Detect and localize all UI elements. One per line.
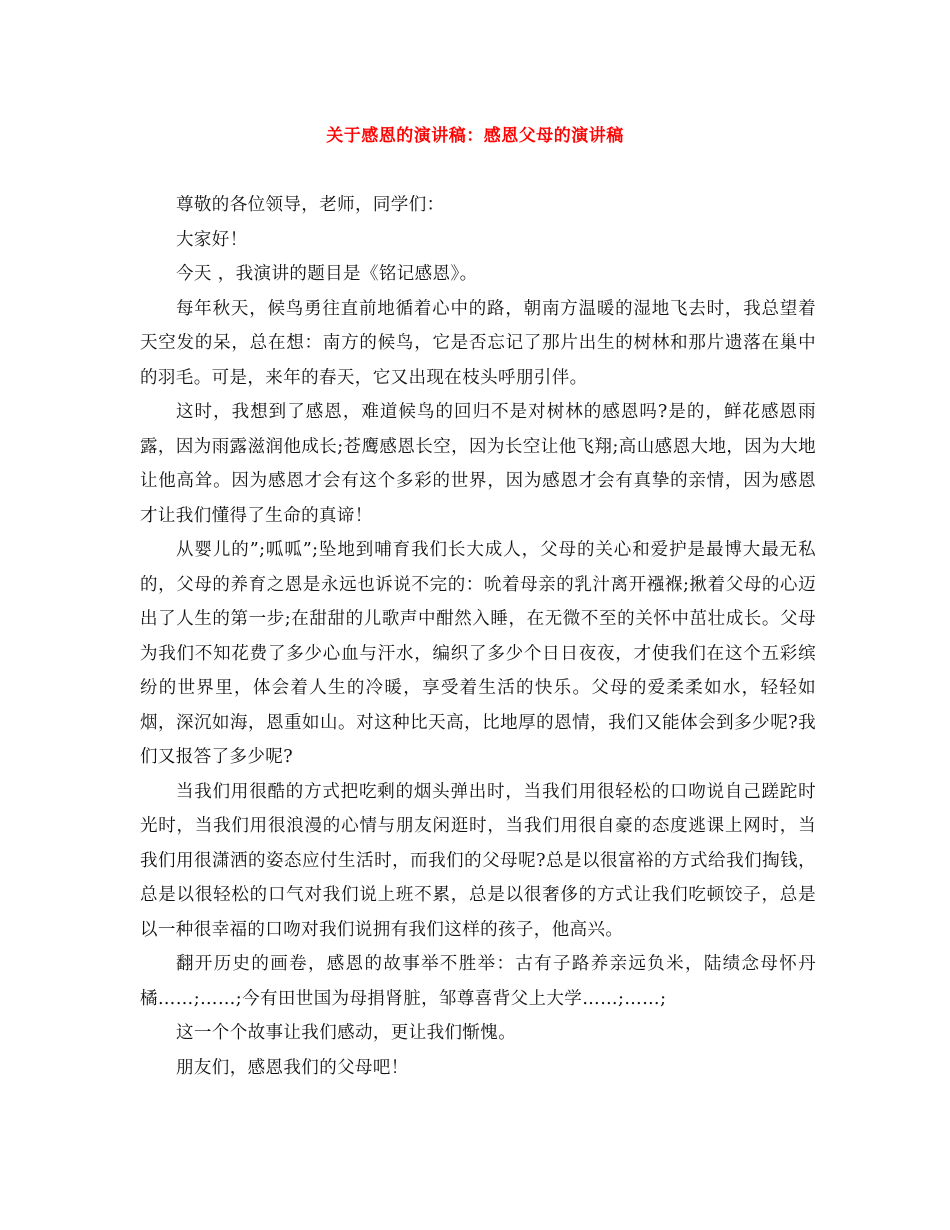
- paragraph-topic: 今天 ，我演讲的题目是《铭记感恩》。: [176, 264, 478, 284]
- document-body: [140, 188, 816, 1085]
- paragraph-greeting: 大家好！: [176, 229, 248, 250]
- paragraph-gratitude: 这时，我想到了感恩，难道候鸟的回归不是对树林的感恩吗?是的，鲜花感恩雨露，因为雨露滋润他成长;苍鹰感恩长空，因为长空让他飞翔;高山感恩大地，因为大地让他高耸。因为感恩才会有这个多彩的世界，因为感恩才会有真挚的亲情，因为感恩才让我们懂得了生命的真谛！: [140, 402, 816, 526]
- document-title: 关于感恩的演讲稿：感恩父母的演讲稿: [326, 126, 624, 146]
- paragraph-moved: 这一个个故事让我们感动，更让我们惭愧。: [176, 1023, 517, 1043]
- paragraph-parents-love: 从婴儿的”;呱呱”;坠地到哺育我们长大成人，父母的关心和爱护是最博大最无私的，父母的养育之恩是永远也诉说不完的：吮着母亲的乳汁离开襁褓;揪着父母的心迈出了人生的第一步;在甜甜的儿歌声中酣然入睡，在无微不至的关怀中茁壮成长。父母为我们不知花费了多少心血与汗水，编织了多少个日日夜夜，才使我们在这个五彩缤纷的世界里，体会着人生的冷暖，享受着生活的快乐。父母的爱柔柔如水，轻轻如烟，深沉如海，恩重如山。对这种比天高，比地厚的恩情，我们又能体会到多少呢?我们又报答了多少呢?: [140, 540, 816, 767]
- paragraph-migratory-birds: 每年秋天，候鸟勇往直前地循着心中的路，朝南方温暖的湿地飞去时，我总望着天空发的呆，总在想：南方的候鸟，它是否忘记了那片出生的树林和那片遗落在巢中的羽毛。可是，来年的春天，它又出现在枝头呼朋引伴。: [140, 298, 816, 388]
- paragraph-history: 翻开历史的画卷，感恩的故事举不胜举：古有子路养亲远负米，陆绩念母怀丹橘……;……;今有田世国为母捐肾脏，邹尊喜背父上大学……;……;: [140, 954, 816, 1009]
- paragraph-salutation: 尊敬的各位领导，老师，同学们：: [176, 195, 445, 215]
- paragraph-closing: 朋友们，感恩我们的父母吧！: [176, 1057, 409, 1078]
- paragraph-our-behavior: 当我们用很酷的方式把吃剩的烟头弹出时，当我们用很轻松的口吻说自己蹉跎时光时，当我们用很浪漫的心情与朋友闲逛时，当我们用很自豪的态度逃课上网时，当我们用很潇洒的姿态应付生活时，而我们的父母呢?总是以很富裕的方式给我们掏钱，总是以很轻松的口气对我们说上班不累，总是以很奢侈的方式让我们吃顿饺子，总是以一种很幸福的口吻对我们说拥有我们这样的孩子，他高兴。: [140, 781, 816, 940]
